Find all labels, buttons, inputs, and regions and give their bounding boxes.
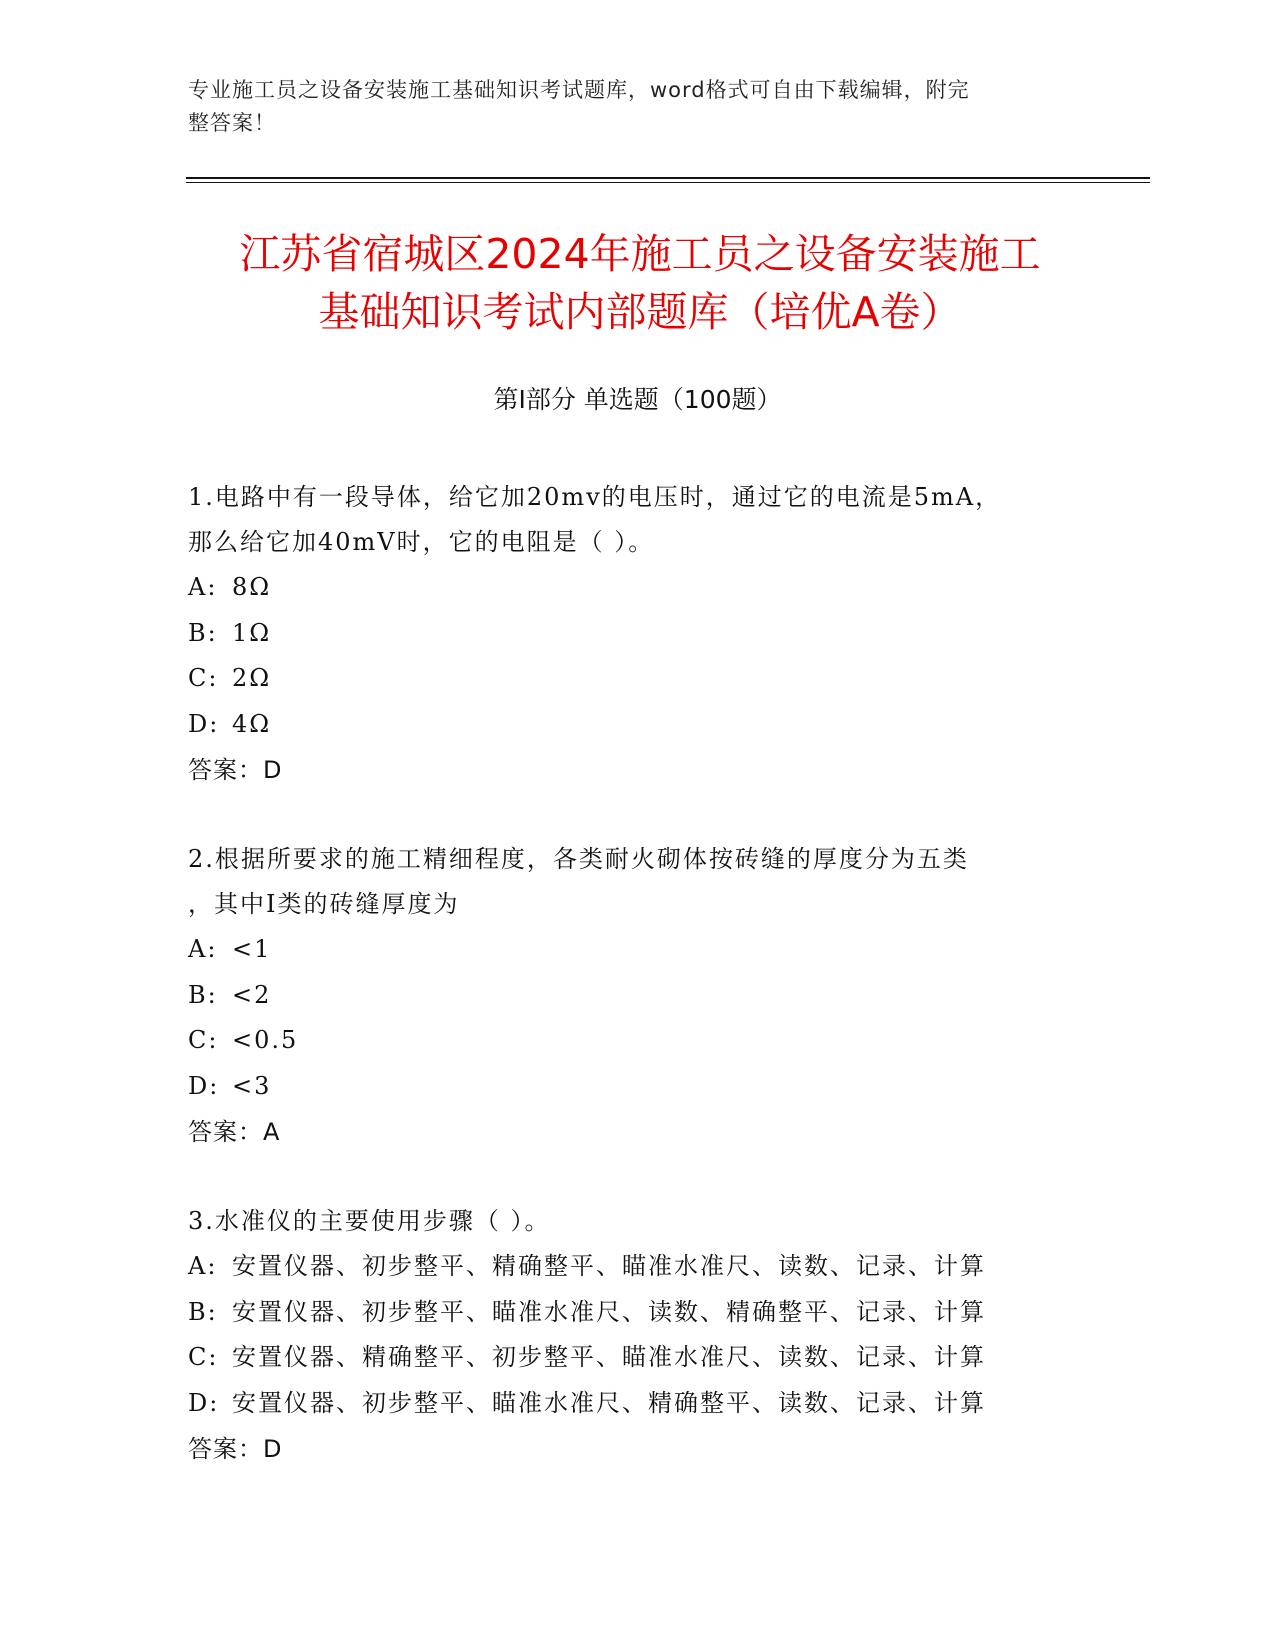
option-text: <2 — [232, 980, 272, 1009]
question-stem-line: 那么给它加40mV时，它的电阻是（ ）。 — [188, 528, 655, 556]
option-a — [188, 565, 1088, 611]
option-text: <0.5 — [232, 1026, 299, 1054]
option-text: 2Ω — [232, 664, 272, 692]
option-letter: D: — [188, 1388, 220, 1417]
option-c — [188, 1335, 1088, 1381]
header-divider-thin — [186, 182, 1150, 183]
option-text: <3 — [232, 1071, 272, 1100]
option-letter: A: — [188, 1252, 218, 1280]
option-letter: B: — [188, 618, 218, 647]
option-letter: C: — [188, 1343, 219, 1371]
question-stem-line: 3.水准仪的主要使用步骤（ ）。 — [188, 1207, 551, 1235]
question-item — [188, 1199, 1088, 1472]
question-stem — [188, 837, 1088, 927]
question-stem-line: 1.电路中有一段导体，给它加20mv的电压时，通过它的电流是5mA， — [188, 483, 1002, 511]
option-letter: C: — [188, 1026, 219, 1054]
header-note — [188, 74, 1088, 140]
header-note-line: 专业施工员之设备安装施工基础知识考试题库，word格式可自由下载编辑，附完 — [188, 78, 970, 102]
option-text: 1Ω — [232, 618, 272, 647]
question-list — [188, 475, 1088, 1516]
option-b — [188, 973, 1088, 1019]
option-text: <1 — [232, 935, 272, 963]
document-title-line: 江苏省宿城区2024年施工员之设备安装施工 — [239, 230, 1041, 278]
option-letter: B: — [188, 980, 218, 1009]
option-letter: A: — [188, 573, 218, 601]
option-letter: D: — [188, 1071, 220, 1100]
section-title: 第Ⅰ部分 单选题（100题） — [493, 385, 782, 414]
question-answer: 答案：D — [188, 1435, 283, 1463]
option-a — [188, 1244, 1088, 1290]
option-letter: C: — [188, 664, 219, 692]
option-text: 4Ω — [232, 709, 272, 738]
option-d — [188, 1381, 1088, 1427]
option-text: 安置仪器、初步整平、瞄准水准尺、精确整平、读数、记录、计算 — [232, 1388, 986, 1417]
option-text: 安置仪器、精确整平、初步整平、瞄准水准尺、读数、记录、计算 — [232, 1343, 986, 1371]
option-text: 安置仪器、初步整平、精确整平、瞄准水准尺、读数、记录、计算 — [232, 1252, 986, 1280]
option-letter: D: — [188, 709, 220, 738]
option-c — [188, 1018, 1088, 1064]
option-b — [188, 611, 1088, 657]
question-stem-line: ，其中I类的砖缝厚度为 — [188, 890, 460, 918]
question-item — [188, 837, 1088, 1155]
question-item — [188, 475, 1088, 793]
header-divider-thick — [186, 177, 1150, 179]
document-title — [160, 225, 1120, 341]
option-letter: A: — [188, 935, 218, 963]
option-a — [188, 927, 1088, 973]
header-note-line: 整答案！ — [188, 111, 276, 135]
option-c — [188, 656, 1088, 702]
question-stem — [188, 475, 1088, 565]
document-title-line: 基础知识考试内部题库（培优A卷） — [318, 288, 962, 336]
question-stem — [188, 1199, 1088, 1244]
question-answer: 答案：D — [188, 756, 283, 784]
option-letter: B: — [188, 1297, 218, 1326]
option-text: 8Ω — [232, 573, 272, 601]
option-d — [188, 1064, 1088, 1110]
option-text: 安置仪器、初步整平、瞄准水准尺、读数、精确整平、记录、计算 — [232, 1297, 986, 1326]
option-b — [188, 1290, 1088, 1336]
question-stem-line: 2.根据所要求的施工精细程度，各类耐火砌体按砖缝的厚度分为五类 — [188, 845, 969, 873]
question-answer: 答案：A — [188, 1118, 281, 1146]
option-d — [188, 702, 1088, 748]
